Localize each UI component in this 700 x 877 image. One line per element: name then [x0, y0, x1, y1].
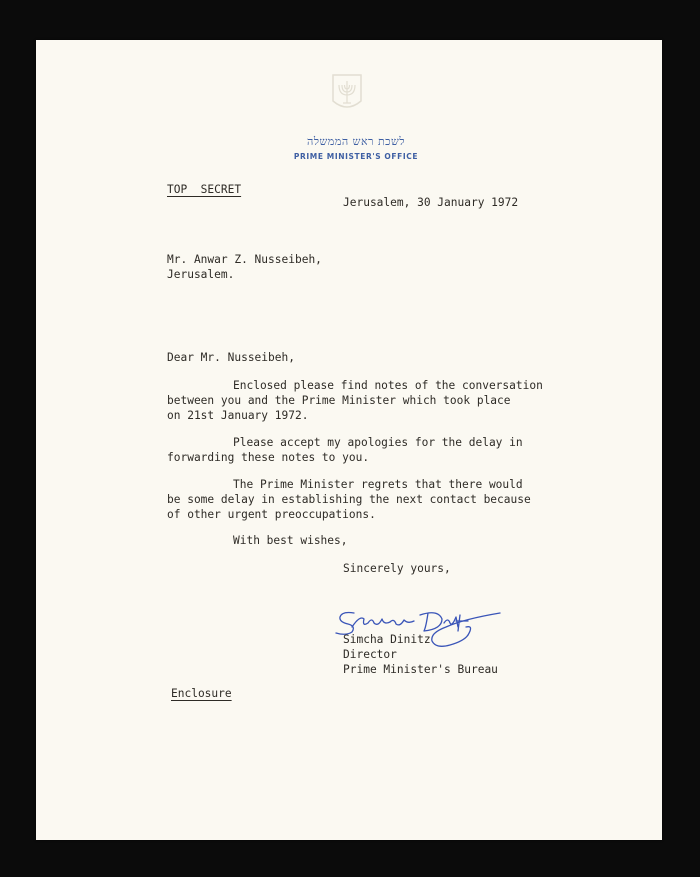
enclosure-label: Enclosure: [171, 687, 232, 700]
best-wishes: With best wishes,: [233, 534, 348, 547]
body-line: forwarding these notes to you.: [167, 451, 370, 464]
body-line: on 21st January 1972.: [167, 409, 309, 422]
letterhead-office: PRIME MINISTER'S OFFICE: [293, 152, 419, 161]
body-line: Please accept my apologies for the delay in: [233, 436, 523, 449]
body-line: The Prime Minister regrets that there would: [233, 478, 523, 491]
signer-bureau: Prime Minister's Bureau: [343, 663, 498, 676]
letter-page: [36, 40, 662, 840]
signer-name: Simcha Dinitz: [343, 633, 431, 646]
classification-label: TOP SECRET: [167, 183, 242, 196]
recipient-city: Jerusalem.: [167, 268, 235, 281]
salutation: Dear Mr. Nusseibeh,: [167, 351, 295, 364]
letterhead-hebrew: לשכת ראש הממשלה: [307, 135, 405, 148]
menorah-emblem-icon: [330, 73, 364, 113]
body-line: Enclosed please find notes of the conversation: [233, 379, 543, 392]
closing: Sincerely yours,: [343, 562, 451, 575]
dateline: Jerusalem, 30 January 1972: [343, 196, 519, 209]
body-line: between you and the Prime Minister which took place: [167, 394, 511, 407]
recipient-name: Mr. Anwar Z. Nusseibeh,: [167, 253, 322, 266]
signer-title: Director: [343, 648, 397, 661]
body-line: be some delay in establishing the next contact because: [167, 493, 531, 506]
body-line: of other urgent preoccupations.: [167, 508, 376, 521]
